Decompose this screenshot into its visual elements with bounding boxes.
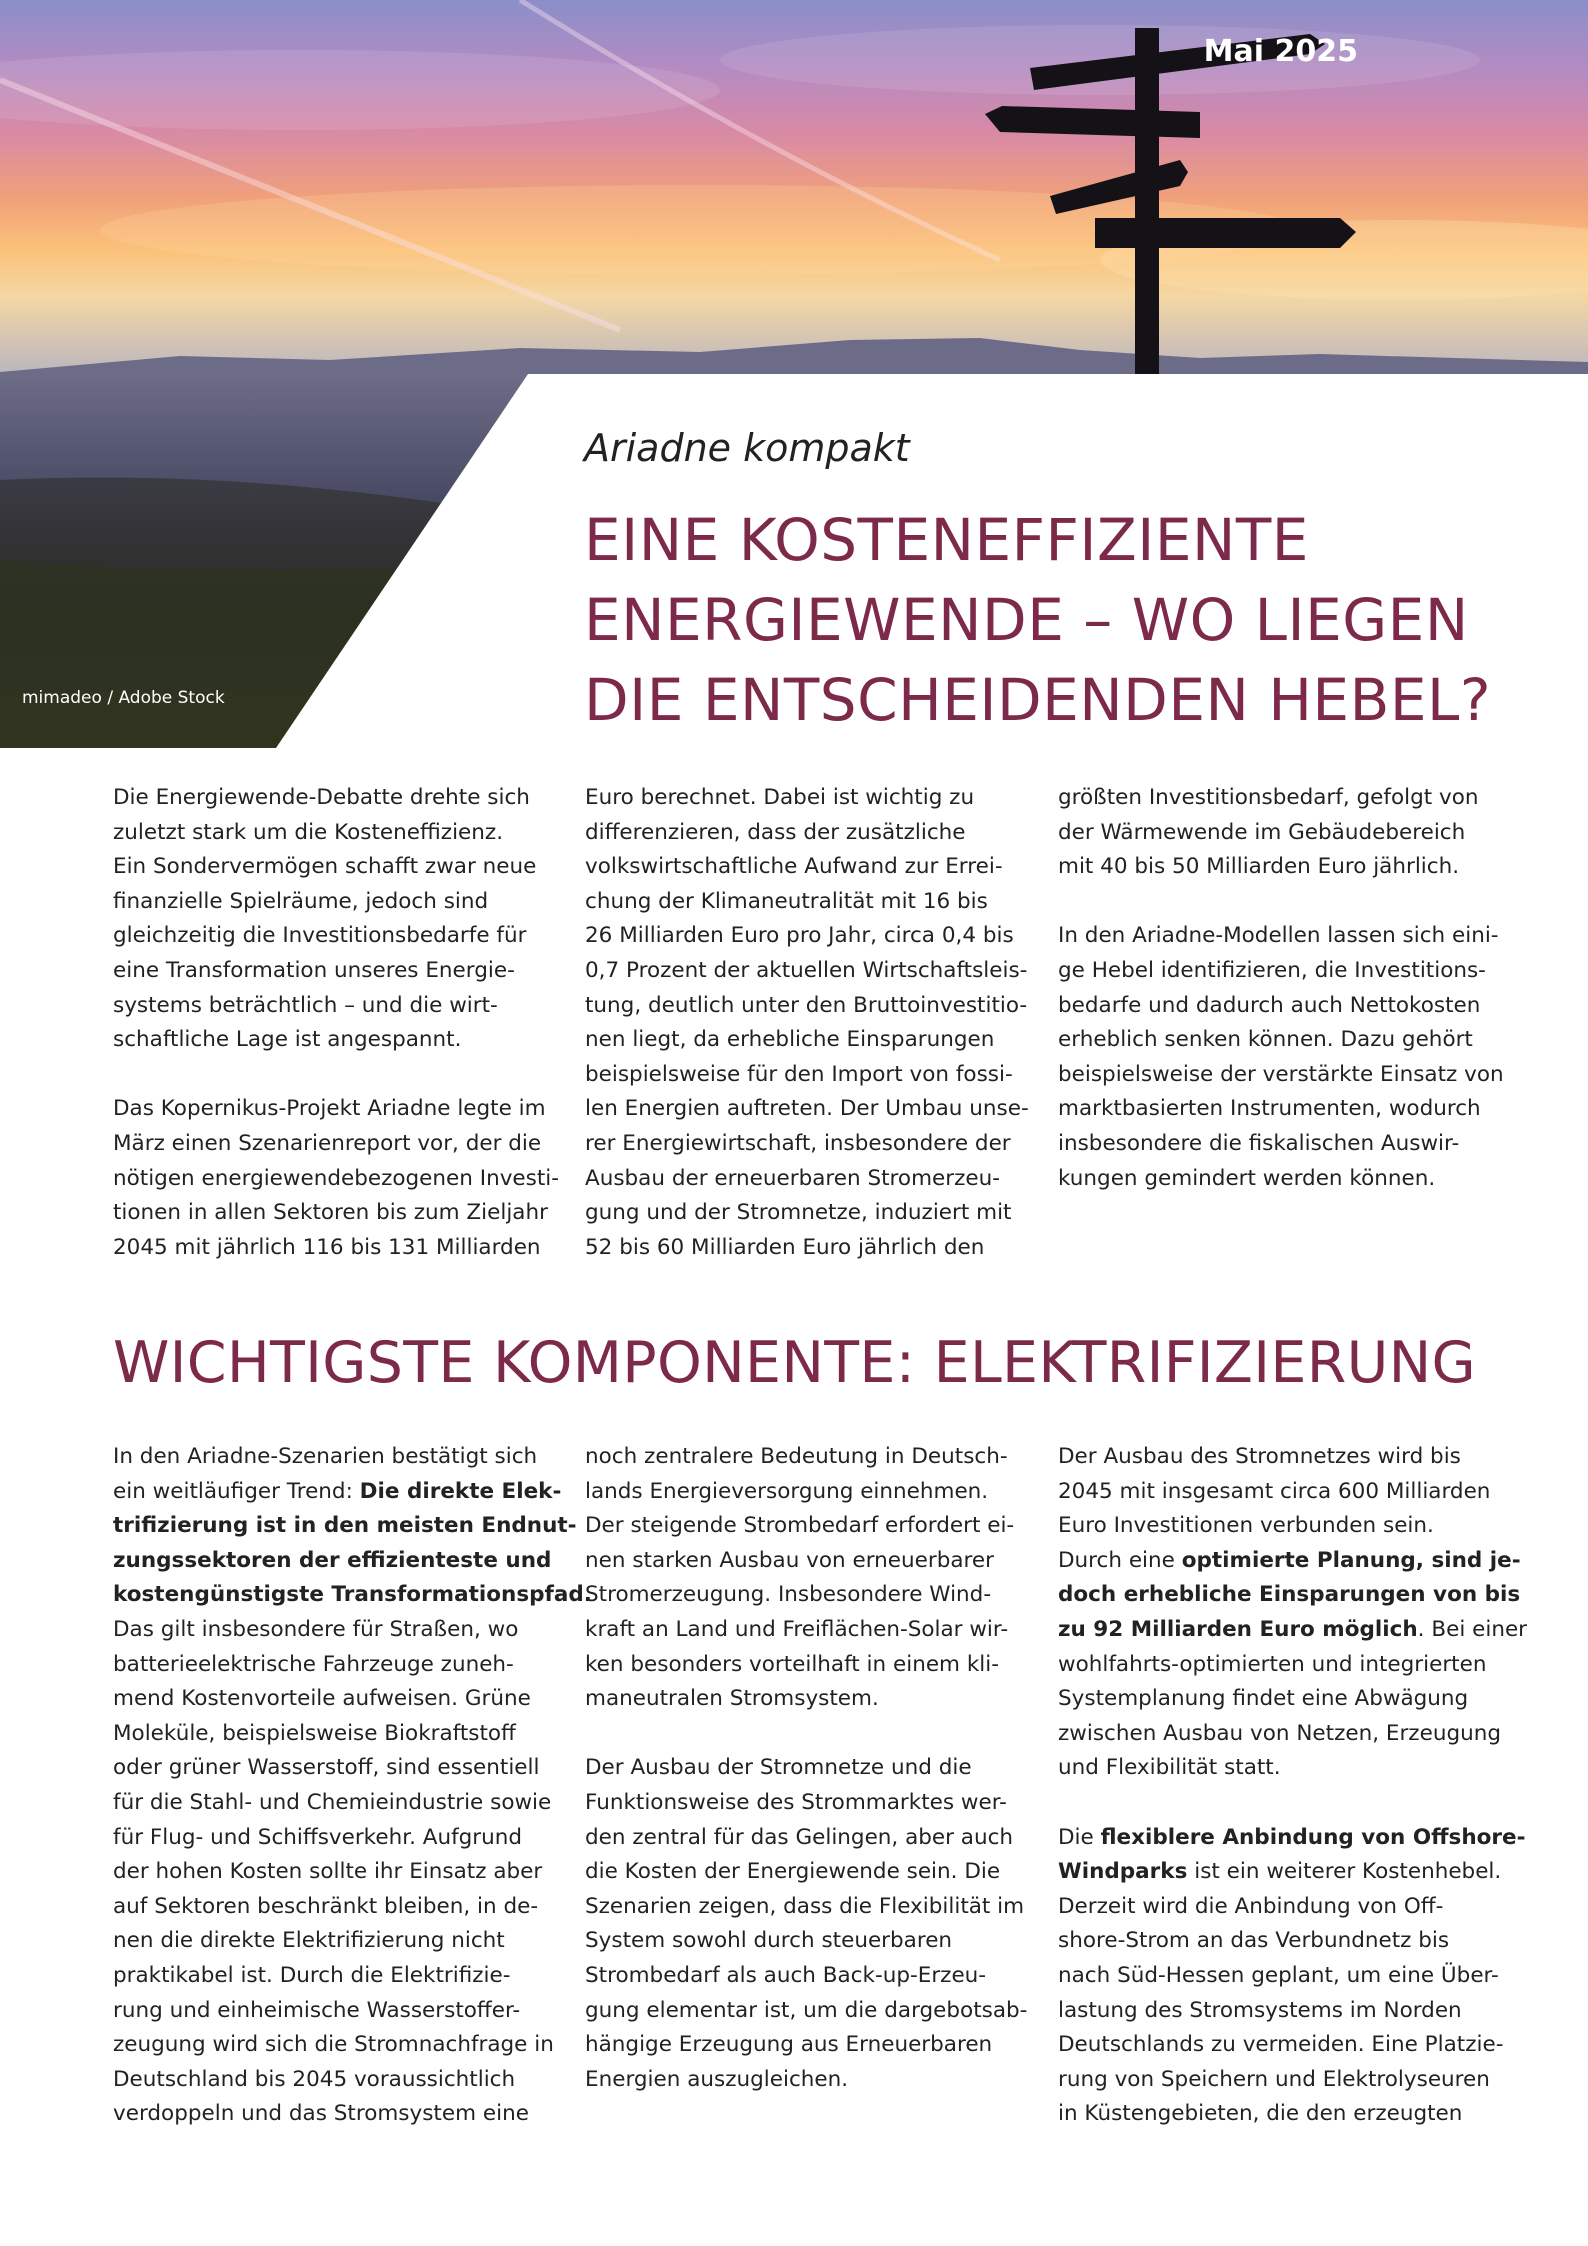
text-line: Das Kopernikus-Projekt Ariadne legte im xyxy=(113,1096,546,1122)
text-line: eine Transformation unseres Energie- xyxy=(113,957,515,983)
text-line: Windparks ist ein weiterer Kostenhebel. xyxy=(1058,1859,1502,1885)
text-line: beispielsweise für den Import von fossi- xyxy=(585,1061,1013,1087)
text-line: bedarfe und dadurch auch Nettokosten xyxy=(1058,992,1481,1018)
section-heading: WICHTIGSTE KOMPONENTE: ELEKTRIFIZIERUNG xyxy=(113,1330,1477,1396)
text-line: nen liegt, da erhebliche Einsparungen xyxy=(585,1027,995,1053)
title-line: EINE KOSTENEFFIZIENTE xyxy=(584,506,1309,574)
text-line: maneutralen Stromsystem. xyxy=(585,1686,879,1712)
text-line: Ausbau der erneuerbaren Stromerzeu- xyxy=(585,1165,1000,1191)
text-line: len Energien auftreten. Der Umbau unse- xyxy=(585,1096,1029,1122)
text-line: differenzieren, dass der zusätzliche xyxy=(585,819,966,845)
text-line: Der Ausbau des Stromnetzes wird bis xyxy=(1058,1444,1461,1469)
paragraph-gap xyxy=(1058,1786,1496,1821)
photo-credit: mimadeo / Adobe Stock xyxy=(22,688,225,708)
text-line: gung elementar ist, um die dargebotsab- xyxy=(585,1997,1028,2023)
intro-column-3 xyxy=(1058,781,1504,1196)
text-line: shore-Strom an das Verbundnetz bis xyxy=(1058,1928,1450,1954)
text-line: Deutschlands zu vermeiden. Eine Platzie- xyxy=(1058,2032,1504,2058)
text-line: den zentral für das Gelingen, aber auch xyxy=(585,1824,1014,1850)
text-line: zu 92 Milliarden Euro möglich. Bei einer xyxy=(1058,1616,1528,1642)
text-line: batterieelektrische Fahrzeuge zuneh- xyxy=(113,1651,514,1677)
section2-column-2 xyxy=(585,1440,1028,2097)
text-line: Die Energiewende-Debatte drehte sich xyxy=(113,785,530,810)
text-line: volkswirtschaftliche Aufwand zur Errei- xyxy=(585,854,1003,880)
text-line: 52 bis 60 Milliarden Euro jährlich den xyxy=(585,1234,985,1260)
text-line: 2045 mit insgesamt circa 600 Milliarden xyxy=(1058,1478,1491,1504)
text-line: Euro berechnet. Dabei ist wichtig zu xyxy=(585,785,975,810)
bold-emphasis: optimierte Planung, sind je- xyxy=(1181,1547,1521,1573)
bold-emphasis: trifizierung ist in den meisten Endnut- xyxy=(113,1513,577,1539)
text-line: rung von Speichern und Elektrolyseuren xyxy=(1058,2066,1490,2092)
bold-emphasis: flexiblere Anbindung von Offshore- xyxy=(1100,1824,1526,1850)
text-line: für die Stahl- und Chemieindustrie sowie xyxy=(113,1789,552,1815)
text-line: 2045 mit jährlich 116 bis 131 Milliarden xyxy=(113,1234,541,1260)
text-line: lands Energieversorgung einnehmen. xyxy=(585,1478,989,1504)
text-line: Euro Investitionen verbunden sein. xyxy=(1058,1513,1434,1539)
text-line: Moleküle, beispielsweise Biokraftstoff xyxy=(113,1720,516,1746)
text-line: gung und der Stromnetze, induziert mit xyxy=(585,1200,1012,1226)
text-line: tionen in allen Sektoren bis zum Zieljahr xyxy=(113,1200,548,1226)
paragraph-gap xyxy=(1058,885,1496,920)
title-line: ENERGIEWENDE – WO LIEGEN xyxy=(584,586,1469,654)
text-line: Strombedarf als auch Back-up-Erzeu- xyxy=(585,1962,987,1988)
text-line: oder grüner Wasserstoff, sind essentiell xyxy=(113,1755,540,1781)
text-line: Stromerzeugung. Insbesondere Wind- xyxy=(585,1582,992,1608)
text-line: Durch eine optimierte Planung, sind je- xyxy=(1058,1547,1521,1573)
text-line xyxy=(1058,1578,1521,1613)
text-line: schaftliche Lage ist angespannt. xyxy=(113,1027,462,1053)
text-line: kraft an Land und Freiflächen-Solar wir- xyxy=(585,1616,1009,1642)
section2-column-1 xyxy=(113,1440,592,2132)
text-line: gleichzeitig die Investitionsbedarfe für xyxy=(113,923,527,949)
text-line: nen die direkte Elektrifizierung nicht xyxy=(113,1928,505,1954)
text-line: mit 40 bis 50 Milliarden Euro jährlich. xyxy=(1058,854,1460,880)
paragraph-gap xyxy=(113,1058,551,1093)
text-line: Energien auszugleichen. xyxy=(585,2066,849,2092)
text-line: ein weitläufiger Trend: Die direkte Elek- xyxy=(113,1478,562,1504)
text-line: Funktionsweise des Strommarktes wer- xyxy=(585,1789,1007,1815)
bold-emphasis: zu 92 Milliarden Euro möglich xyxy=(1058,1616,1418,1642)
text-line: wohlfahrts-optimierten und integrierten xyxy=(1058,1651,1487,1677)
text-line: lastung des Stromsystems im Norden xyxy=(1058,1997,1462,2023)
text-line: größten Investitionsbedarf, gefolgt von xyxy=(1058,785,1479,810)
text-line: erheblich senken können. Dazu gehört xyxy=(1058,1027,1473,1053)
text-line: der Wärmewende im Gebäudebereich xyxy=(1058,819,1466,845)
text-line: insbesondere die fiskalischen Auswir- xyxy=(1058,1130,1460,1156)
text-line: Derzeit wird die Anbindung von Off- xyxy=(1058,1893,1444,1919)
text-line: beispielsweise der verstärkte Einsatz von xyxy=(1058,1061,1504,1087)
issue-date: Mai 2025 xyxy=(1203,34,1358,69)
text-line: systems beträchtlich – und die wirt- xyxy=(113,992,498,1018)
text-line: tung, deutlich unter den Bruttoinvestitio- xyxy=(585,992,1028,1018)
text-line: mend Kostenvorteile aufweisen. Grüne xyxy=(113,1686,531,1712)
bold-emphasis: Die direkte Elek- xyxy=(359,1478,562,1504)
text-line xyxy=(113,1544,551,1579)
text-line: Der steigende Strombedarf erfordert ei- xyxy=(585,1513,1015,1539)
text-line: In den Ariadne-Szenarien bestätigt sich xyxy=(113,1444,538,1469)
text-line: rer Energiewirtschaft, insbesondere der xyxy=(585,1130,1011,1156)
text-line: marktbasierten Instrumenten, wodurch xyxy=(1058,1096,1481,1122)
text-line: nen starken Ausbau von erneuerbarer xyxy=(585,1547,994,1573)
bold-emphasis: Windparks xyxy=(1058,1859,1188,1885)
text-line: nach Süd-Hessen geplant, um eine Über- xyxy=(1058,1962,1499,1988)
text-line: System sowohl durch steuerbaren xyxy=(585,1928,953,1954)
text-line: kungen gemindert werden können. xyxy=(1058,1165,1436,1191)
text-line: auf Sektoren beschränkt bleiben, in de- xyxy=(113,1893,539,1919)
text-line: zeugung wird sich die Stromnachfrage in xyxy=(113,2032,554,2058)
text-line: noch zentralere Bedeutung in Deutsch- xyxy=(585,1444,1008,1469)
text-line: für Flug- und Schiffsverkehr. Aufgrund xyxy=(113,1824,523,1850)
bold-emphasis: zungssektoren der effizienteste und xyxy=(113,1547,552,1573)
text-line: der hohen Kosten sollte ihr Einsatz aber xyxy=(113,1859,543,1885)
text-line: ge Hebel identifizieren, die Investitions- xyxy=(1058,957,1486,983)
text-line: ken besonders vorteilhaft in einem kli- xyxy=(585,1651,999,1677)
text-line: März einen Szenarienreport vor, der die xyxy=(113,1130,542,1156)
text-line: Das gilt insbesondere für Straßen, wo xyxy=(113,1616,519,1642)
bold-emphasis: doch erhebliche Einsparungen von bis xyxy=(1058,1582,1521,1608)
text-line: Deutschland bis 2045 voraussichtlich xyxy=(113,2066,516,2092)
title-line: DIE ENTSCHEIDENDEN HEBEL? xyxy=(584,666,1492,734)
text-line: und Flexibilität statt. xyxy=(1058,1755,1281,1781)
page-title xyxy=(584,500,1544,740)
text-line xyxy=(113,1578,592,1613)
section2-column-3 xyxy=(1058,1440,1528,2132)
text-line: zwischen Ausbau von Netzen, Erzeugung xyxy=(1058,1720,1501,1746)
paragraph-gap xyxy=(585,1717,1023,1752)
text-line: 26 Milliarden Euro pro Jahr, circa 0,4 bis xyxy=(585,923,1014,949)
text-line: chung der Klimaneutralität mit 16 bis xyxy=(585,888,988,914)
text-line: Ein Sondervermögen schafft zwar neue xyxy=(113,854,537,880)
text-line: Szenarien zeigen, dass die Flexibilität im xyxy=(585,1893,1025,1919)
text-line: finanzielle Spielräume, jedoch sind xyxy=(113,888,489,914)
text-line: 0,7 Prozent der aktuellen Wirtschaftsleis- xyxy=(585,957,1028,983)
text-line: nötigen energiewendebezogenen Investi- xyxy=(113,1165,560,1191)
text-line: hängige Erzeugung aus Erneuerbaren xyxy=(585,2032,993,2058)
text-line: In den Ariadne-Modellen lassen sich eini- xyxy=(1058,923,1499,949)
text-line: die Kosten der Energiewende sein. Die xyxy=(585,1859,1001,1885)
text-line: praktikabel ist. Durch die Elektrifizie- xyxy=(113,1962,511,1988)
text-line: zuletzt stark um die Kosteneffizienz. xyxy=(113,819,504,845)
text-line: Die flexiblere Anbindung von Offshore- xyxy=(1058,1824,1526,1850)
text-line xyxy=(113,1509,577,1544)
text-line: Systemplanung findet eine Abwägung xyxy=(1058,1686,1469,1712)
intro-column-1 xyxy=(113,781,560,1265)
text-line: verdoppeln und das Stromsystem eine xyxy=(113,2101,529,2127)
intro-column-2 xyxy=(585,781,1029,1265)
bold-emphasis: kostengünstigste Transformationspfad. xyxy=(113,1582,592,1608)
series-kicker: Ariadne kompakt xyxy=(584,426,910,470)
text-line: in Küstengebieten, die den erzeugten xyxy=(1058,2101,1463,2127)
text-line: Der Ausbau der Stromnetze und die xyxy=(585,1755,972,1781)
text-line: rung und einheimische Wasserstoffer- xyxy=(113,1997,521,2023)
